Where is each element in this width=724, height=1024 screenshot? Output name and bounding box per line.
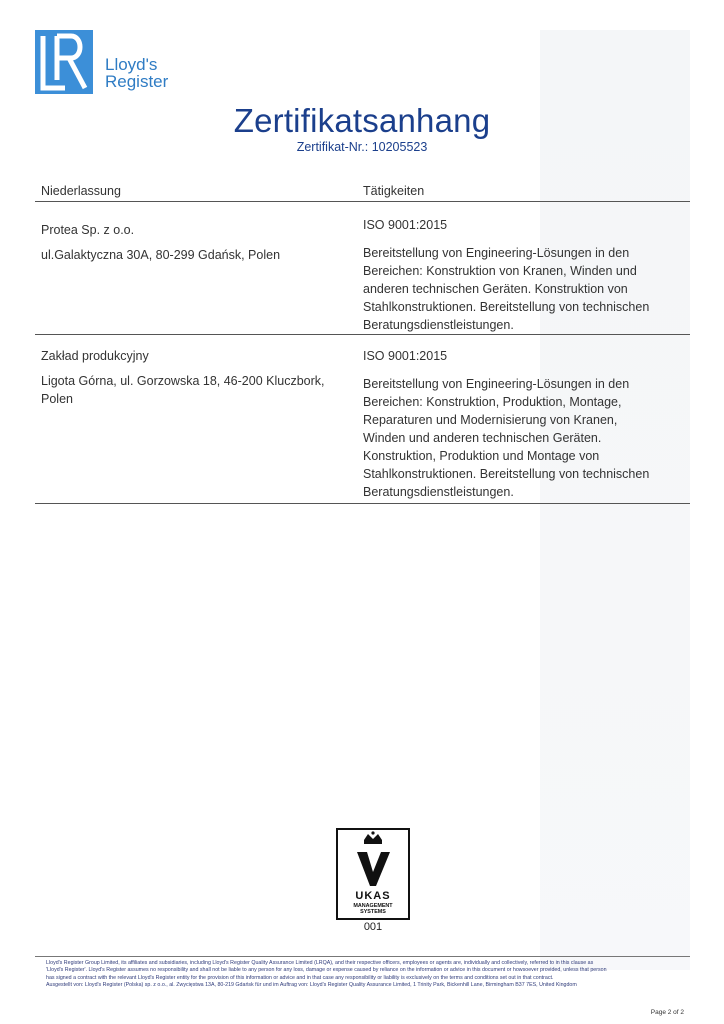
location-name: Zakład produkcyjny — [41, 349, 149, 363]
footer-line: 'Lloyd's Register'. Lloyd's Register assumes no responsibility and shall not be liable to any person for any loss, damage or expense caused by reliance on the information or advice in this document or howsoever provided, unless that person — [46, 967, 607, 974]
lloyds-register-logo — [35, 30, 175, 96]
logo-text — [105, 56, 168, 90]
tick-icon — [357, 852, 390, 886]
ukas-label: UKAS — [355, 890, 391, 902]
standard-label: ISO 9001:2015 — [363, 349, 448, 363]
activities-cell — [363, 347, 663, 501]
activities-text: Bereitstellung von Engineering-Lösungen in den Bereichen: Konstruktion von Kranen, Winden und anderen technischen Geräten. Konstruktion von Stahlkonstruktionen. Bereitstellung von technischen Beratungsdienstleistungen. — [363, 246, 650, 332]
page-number: Page 2 of 2 — [650, 1009, 684, 1016]
footer-disclaimer — [46, 960, 686, 990]
footer-line: Lloyd's Register Group Limited, its affiliates and subsidiaries, including Lloyd's Register Quality Assurance Limited (LRQA), and their respective officers, employees or agents are, individually and collectively, referred to in this clause as — [46, 960, 594, 966]
location-cell — [41, 347, 353, 408]
header-activities: Tätigkeiten — [363, 184, 425, 198]
table-row — [35, 202, 690, 335]
table-header — [35, 180, 690, 202]
lr-logo-icon — [35, 30, 93, 94]
logo-line-2: Register — [105, 72, 169, 91]
footer-divider — [35, 956, 690, 957]
footer-line: Ausgestellt von: Lloyd's Register (Polska) sp. z o.o., al. Zwycięstwa 13A, 80-219 Gdańsk für und im Auftrag von: Lloyd's Register Quality Assurance Limited, 1 Trinity Park, Bickenhill Lane, Birmingham B37 7ES, United Kingdom — [46, 982, 577, 989]
logo-line-1: Lloyd's — [105, 55, 158, 74]
ukas-management-label: MANAGEMENT — [353, 903, 393, 909]
location-name: Protea Sp. z o.o. — [41, 223, 135, 237]
certificate-table — [35, 180, 690, 504]
activities-cell — [363, 216, 663, 334]
header-location: Niederlassung — [41, 184, 121, 198]
crown-icon — [364, 831, 382, 844]
certificate-number: Zertifikat-Nr.: 10205523 — [296, 140, 428, 154]
location-address: ul.Galaktyczna 30A, 80-299 Gdańsk, Polen — [41, 248, 281, 262]
location-address: Ligota Górna, ul. Gorzowska 18, 46-200 Kluczbork, Polen — [41, 374, 325, 406]
ukas-number: 001 — [363, 921, 383, 933]
footer-line: has signed a contract with the relevant Lloyd's Register entity for the provision of this information or advice and in that case any responsibility or liability is exclusively on the terms and conditions set out in that contract. — [46, 974, 554, 981]
standard-label: ISO 9001:2015 — [363, 218, 448, 232]
table-row — [35, 335, 690, 504]
ukas-systems-label: SYSTEMS — [360, 909, 386, 915]
location-cell — [41, 221, 353, 264]
ukas-accreditation-mark — [336, 828, 410, 920]
page-title: Zertifikatsanhang — [233, 102, 491, 139]
activities-text: Bereitstellung von Engineering-Lösungen in den Bereichen: Konstruktion, Produktion, Montage, Reparaturen und Modernisierung von Kranen, Winden und anderen technischen Geräten. Konstruktion, Produktion und Montage von Stahlkonstruktionen. Bereitstellung von technischen Beratungsdienstleistungen. — [363, 377, 650, 499]
